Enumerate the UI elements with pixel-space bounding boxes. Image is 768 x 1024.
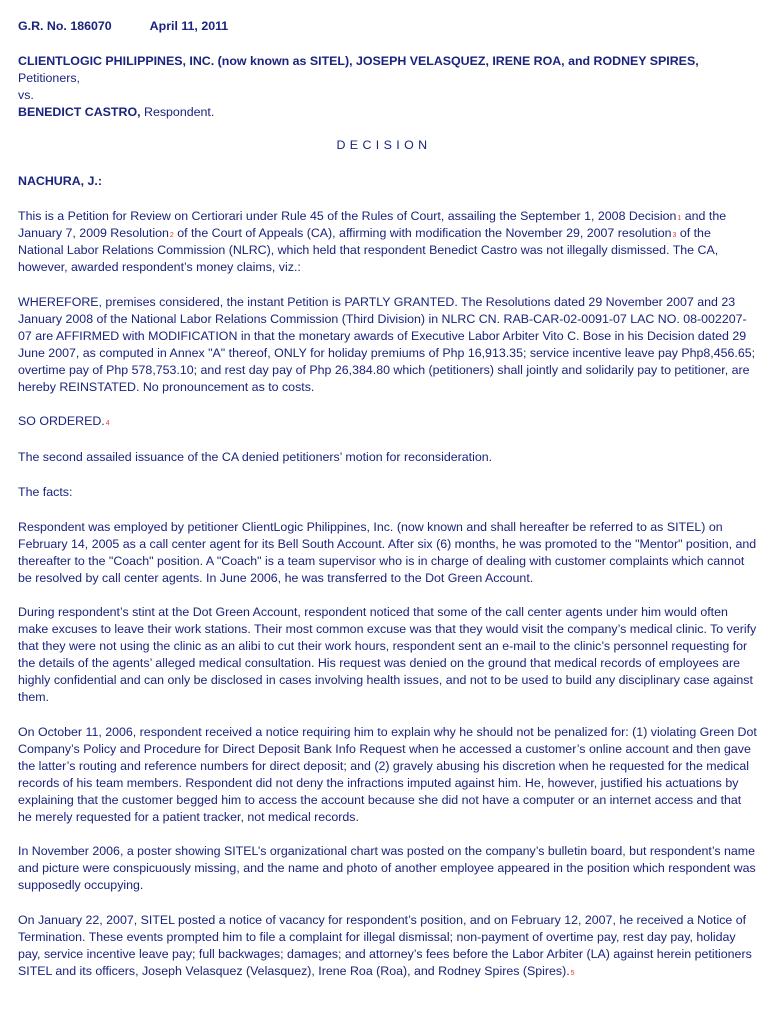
paragraph-intro — [18, 208, 758, 276]
paragraph-second-issuance: The second assailed issuance of the CA denied petitioners’ motion for reconsideration. — [18, 450, 493, 464]
paragraph-dispositive: WHEREFORE, premises considered, the instant Petition is PARTLY GRANTED. The Resolutions dated 29 November 2007 and 23 January 2008 of the National Labor Relations Commission (Third Division) in NLRC CN. RAB-CAR-02-0091-07 LAC NO. 08-002207-07 are AFFIRMED with MODIFICATION in that the monetary awards of Executive Labor Arbiter Vito C. Bose in his Decision dated 29 June 2007, as computed in Annex "A" thereof, ONLY for holiday premiums of Php 16,913.35; service incentive leave pay Php8,456.65; overtime pay of Php 578,753.10; and rest day pay of Php 26,384.80 which (petitioners) shall jointly and solidarily pay to petitioner, are hereby REINSTATED. No pronouncement as to costs. — [18, 295, 756, 394]
footnote-link-1[interactable]: 1 — [677, 215, 682, 222]
respondent-name: BENEDICT CASTRO, — [18, 105, 141, 119]
respondent-label: Respondent. — [144, 105, 215, 119]
paragraph-text: On January 22, 2007, SITEL posted a notice of vacancy for respondent’s position, and on February 12, 2007, he received a Notice of Termination. These events prompted him to file a complaint for illegal dismissal; non-payment of overtime pay, rest day pay, holiday pay, service incentive leave pay; full backwages; damages; and attorney’s fees before the Labor Arbiter (LA) against herein petitioners SITEL and its officers, Joseph Velasquez (Velasquez), Irene Roa (Roa), and Rodney Spires (Spires). — [18, 913, 752, 978]
paragraph-text: of the National Labor Relations Commission (NLRC), which held that respondent Benedict Castro was not illegally dismissed. The CA, however, awarded respondent’s money claims, viz.: — [18, 226, 719, 274]
paragraph-so-ordered — [18, 413, 758, 430]
petitioners-names: CLIENTLOGIC PHILIPPINES, INC. (now known as SITEL), JOSEPH VELASQUEZ, IRENE ROA, and RODNEY SPIRES, — [18, 54, 699, 68]
paragraph-text: of the Court of Appeals (CA), affirming with modification the November 29, 2007 resolution — [173, 226, 672, 240]
paragraph-notice: On October 11, 2006, respondent received a notice requiring him to explain why he should not be penalized for: (1) violating Green Dot Company’s Policy and Procedure for Direct Deposit Bank Info Request when he accessed a customer’s online account and then gave the latter’s routing and reference numbers for direct deposit; and (2) gravely abusing his discretion when he requested for the medical records of his team members. Respondent did not deny the infractions imputed against him. He, however, justified his actuations by explaining that the customer begged him to access the account because she did not have a computer or an internet access and that he merely requested for a patient tracker, not medical records. — [18, 725, 757, 824]
footnote-link-2[interactable]: 2 — [169, 232, 174, 239]
paragraph-dot-green: During respondent’s stint at the Dot Green Account, respondent noticed that some of the call center agents under him would often make excuses to leave their work stations. Their most common excuse was that they would visit the company’s medical clinic. To verify that they were not using the clinic as an alibi to cut their work hours, respondent sent an e-mail to the clinic’s personnel requesting for the details of the agents’ alleged medical consultation. His request was denied on the ground that medical records of employees are highly confidential and can only be disclosed in cases involving health issues, and not to be used to build any disciplinary case against them. — [18, 605, 757, 704]
footnote-link-3[interactable]: 3 — [672, 232, 677, 239]
footnote-link-5[interactable]: 5 — [570, 970, 575, 977]
decision-heading: DECISION — [336, 138, 432, 152]
footnote-link-4[interactable]: 4 — [105, 420, 110, 427]
case-parties — [18, 53, 758, 121]
paragraph-org-chart: In November 2006, a poster showing SITEL’s organizational chart was posted on the company’s bulletin board, but respondent’s name and picture were conspicuously missing, and the name and photo of another employee appeared in the position which respondent was supposedly occupying. — [18, 844, 756, 892]
case-header — [18, 18, 758, 35]
paragraph-employment: Respondent was employed by petitioner ClientLogic Philippines, Inc. (now known and shall hereafter be referred to as SITEL) on February 14, 2005 as a call center agent for its Bell South Account. After six (6) months, he was promoted to the "Mentor" position, and thereafter to the "Coach" position. A "Coach" is a team supervisor who is in charge of dealing with customer complaints which cannot be resolved by call center agents. In June 2006, he was transferred to the Dot Green Account. — [18, 520, 757, 585]
paragraph-facts-label: The facts: — [18, 485, 73, 499]
decision-date: April 11, 2011 — [149, 19, 229, 33]
paragraph-text: and the January 7, 2009 Resolution — [18, 209, 727, 240]
paragraph-text: SO ORDERED. — [18, 414, 105, 428]
gr-number: G.R. No. 186070 — [18, 19, 112, 33]
paragraph-termination — [18, 912, 758, 980]
ponente: NACHURA, J.: — [18, 174, 102, 188]
petitioners-label: Petitioners, — [18, 71, 80, 85]
versus-label: vs. — [18, 88, 34, 102]
paragraph-text: This is a Petition for Review on Certiorari under Rule 45 of the Rules of Court, assailing the September 1, 2008 Decision — [18, 209, 677, 223]
